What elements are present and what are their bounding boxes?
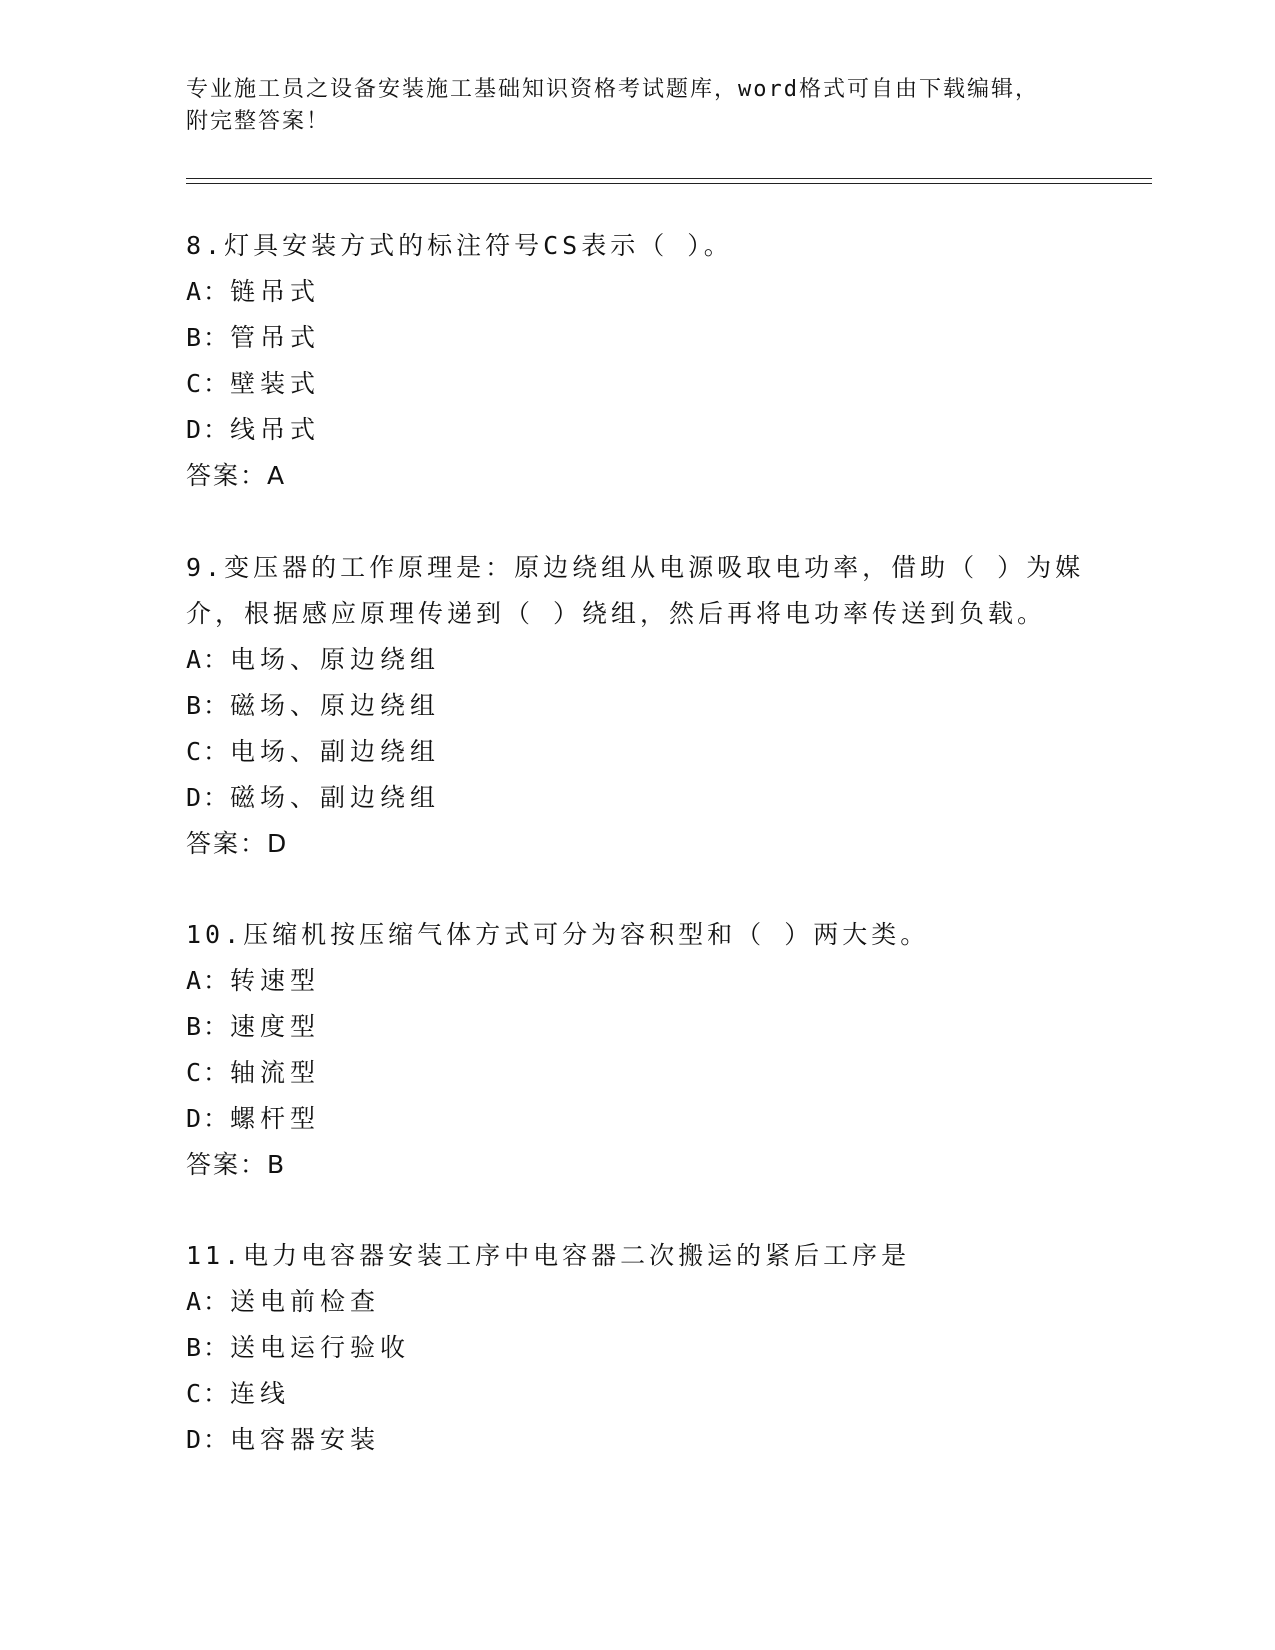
header-divider-top (186, 178, 1152, 179)
option-c (186, 729, 1086, 775)
document-header (186, 74, 1066, 138)
question-stem: 10.压缩机按压缩气体方式可分为容积型和（ ）两大类。 (186, 920, 930, 949)
option-letter: C： (186, 737, 231, 766)
option-text: 线吊式 (230, 415, 321, 444)
option-letter: A： (186, 277, 231, 306)
option-b (186, 315, 1086, 361)
option-letter: B： (186, 691, 231, 720)
option-letter: D： (186, 415, 231, 444)
option-letter: B： (186, 323, 231, 352)
option-text: 壁装式 (230, 369, 321, 398)
option-d (186, 775, 1086, 821)
question-8 (186, 223, 1086, 499)
question-stem: 11.电力电容器安装工序中电容器二次搬运的紧后工序是 (186, 1241, 911, 1270)
option-b (186, 1325, 1086, 1371)
option-letter: A： (186, 645, 231, 674)
option-d (186, 1096, 1086, 1142)
question-11 (186, 1233, 1086, 1463)
option-text: 电场、原边绕组 (230, 645, 441, 674)
option-b (186, 683, 1086, 729)
option-text: 送电运行验收 (230, 1333, 411, 1362)
option-letter: B： (186, 1333, 231, 1362)
option-a (186, 269, 1086, 315)
answer-line: 答案：A (186, 461, 287, 490)
option-a (186, 637, 1086, 683)
option-c (186, 1050, 1086, 1096)
option-text: 转速型 (230, 966, 321, 995)
option-letter: D： (186, 783, 231, 812)
question-9 (186, 545, 1086, 867)
option-letter: C： (186, 1379, 231, 1408)
option-letter: D： (186, 1425, 231, 1454)
question-10 (186, 912, 1086, 1188)
question-stem: 8.灯具安装方式的标注符号CS表示（ ）。 (186, 231, 733, 260)
option-a (186, 958, 1086, 1004)
option-b (186, 1004, 1086, 1050)
option-text: 链吊式 (230, 277, 321, 306)
option-letter: A： (186, 1287, 231, 1316)
option-text: 速度型 (230, 1012, 321, 1041)
option-letter: C： (186, 369, 231, 398)
option-text: 管吊式 (230, 323, 321, 352)
answer-line: 答案：B (186, 1150, 287, 1179)
option-c (186, 1371, 1086, 1417)
option-text: 轴流型 (230, 1058, 321, 1087)
question-stem: 9.变压器的工作原理是：原边绕组从电源吸取电功率，借助（ ）为媒介，根据感应原理传递到（ ）绕组，然后再将电功率传送到负载。 (186, 553, 1085, 628)
header-divider-bottom (186, 183, 1152, 184)
option-d (186, 407, 1086, 453)
option-text: 送电前检查 (230, 1287, 381, 1316)
option-text: 磁场、原边绕组 (230, 691, 441, 720)
option-text: 电场、副边绕组 (230, 737, 441, 766)
option-c (186, 361, 1086, 407)
option-text: 磁场、副边绕组 (230, 783, 441, 812)
option-letter: A： (186, 966, 231, 995)
answer-line: 答案：D (186, 829, 289, 858)
header-line-1: 专业施工员之设备安装施工基础知识资格考试题库，word格式可自由下载编辑， (186, 77, 1039, 102)
option-text: 螺杆型 (230, 1104, 321, 1133)
option-a (186, 1279, 1086, 1325)
header-line-2: 附完整答案！ (186, 109, 331, 134)
option-text: 连线 (230, 1379, 291, 1408)
option-letter: C： (186, 1058, 231, 1087)
option-d (186, 1417, 1086, 1463)
option-letter: D： (186, 1104, 231, 1133)
option-letter: B： (186, 1012, 231, 1041)
option-text: 电容器安装 (230, 1425, 381, 1454)
